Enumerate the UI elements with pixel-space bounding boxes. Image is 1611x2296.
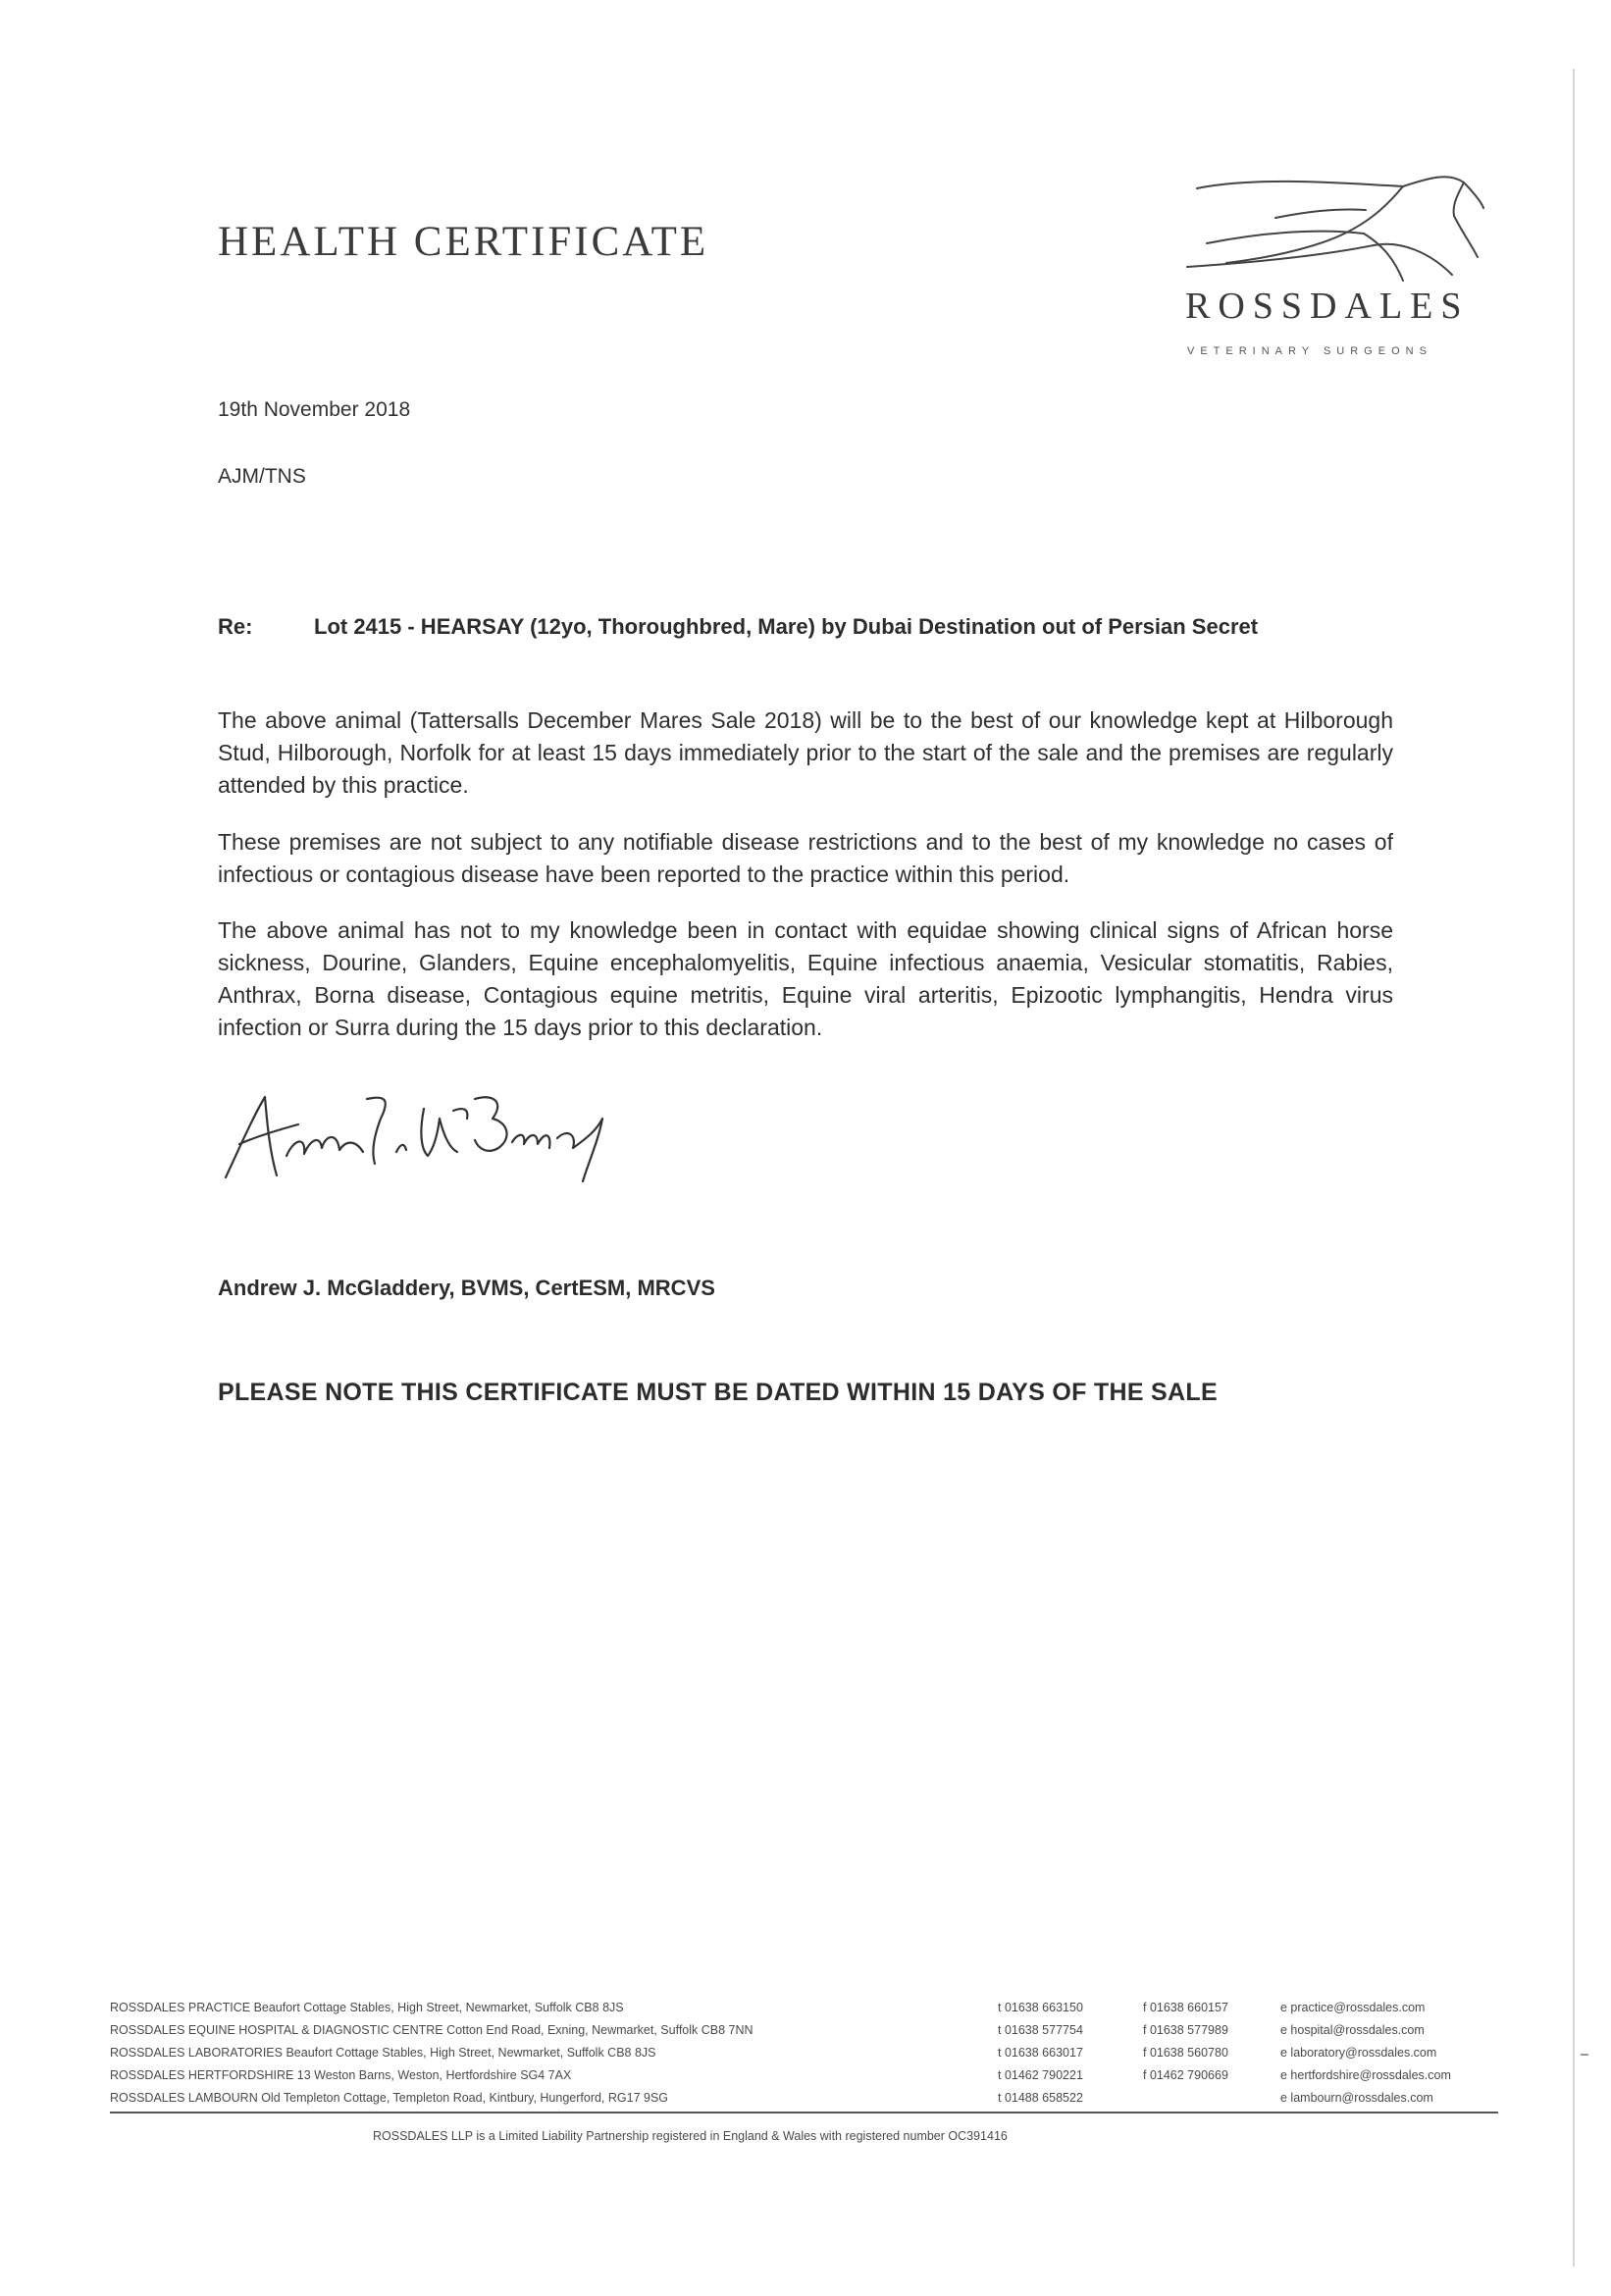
footer-telephone: t 01638 663017 [998, 2045, 1083, 2060]
footer-address: ROSSDALES LAMBOURN Old Templeton Cottage, Templeton Road, Kintbury, Hungerford, RG17 9SG [110, 2090, 669, 2105]
footer-contacts [110, 1996, 1498, 2109]
footer-address: ROSSDALES HERTFORDSHIRE 13 Weston Barns, Weston, Hertfordshire SG4 7AX [110, 2067, 572, 2082]
scan-mark [1581, 2054, 1588, 2056]
footer-fax: f 01638 577989 [1143, 2022, 1228, 2037]
footer-row [110, 2086, 1498, 2109]
horse-icon [1138, 147, 1491, 373]
handwritten-signature [218, 1079, 630, 1187]
footer-address: ROSSDALES PRACTICE Beaufort Cottage Stables, High Street, Newmarket, Suffolk CB8 8JS [110, 2000, 624, 2014]
footer-telephone: t 01638 577754 [998, 2022, 1083, 2037]
logo-wordmark: ROSSDALES [1185, 286, 1470, 327]
footer-row [110, 2041, 1498, 2063]
logo-tagline: VETERINARY SURGEONS [1187, 345, 1432, 357]
body-paragraph-3: The above animal has not to my knowledge been in contact with equidae showing clinical signs of African horse sickness, Dourine, Glanders, Equine encephalomyelitis, Equine infectious anaemia, Vesicular stomatitis, Rabies, Anthrax, Borna disease, Contagious equine metritis, Equine viral arteritis, Epizootic lymphangitis, Hendra virus infection or Surra during the 15 days prior to this declaration. [218, 917, 1393, 1040]
footer-fax: f 01462 790669 [1143, 2067, 1228, 2082]
footer-divider [110, 2112, 1498, 2113]
footer-legal-text: ROSSDALES LLP is a Limited Liability Partnership registered in England & Wales with registered number OC391416 [373, 2129, 1008, 2143]
document-reference: AJM/TNS [218, 465, 306, 488]
document-title: HEALTH CERTIFICATE [218, 219, 709, 265]
footer-fax: f 01638 560780 [1143, 2045, 1228, 2060]
footer-telephone: t 01638 663150 [998, 2000, 1083, 2014]
footer-email: e hospital@rossdales.com [1280, 2022, 1425, 2037]
footer-address: ROSSDALES EQUINE HOSPITAL & DIAGNOSTIC CENTRE Cotton End Road, Exning, Newmarket, Suffolk CB8 7NN [110, 2022, 754, 2037]
body-paragraph-1: The above animal (Tattersalls December Mares Sale 2018) will be to the best of our knowledge kept at Hilborough Stud, Hilborough, Norfolk for at least 15 days immediately prior to the start of the sale and the premises are regularly attended by this practice. [218, 707, 1393, 798]
footer-email: e hertfordshire@rossdales.com [1280, 2067, 1451, 2082]
footer-address: ROSSDALES LABORATORIES Beaufort Cottage Stables, High Street, Newmarket, Suffolk CB8 8JS [110, 2045, 656, 2060]
signatory-name: Andrew J. McGladdery, BVMS, CertESM, MRCVS [218, 1276, 715, 1300]
page-edge-shadow [1573, 69, 1575, 2267]
footer-row [110, 2063, 1498, 2086]
footer-email: e laboratory@rossdales.com [1280, 2045, 1437, 2060]
footer-telephone: t 01488 658522 [998, 2090, 1083, 2105]
dating-notice: PLEASE NOTE THIS CERTIFICATE MUST BE DATED WITHIN 15 DAYS OF THE SALE [218, 1379, 1218, 1406]
footer-row [110, 2018, 1498, 2041]
subject-text: Lot 2415 - HEARSAY (12yo, Thoroughbred, Mare) by Dubai Destination out of Persian Secret [314, 614, 1259, 639]
footer-row [110, 1996, 1498, 2018]
document-date: 19th November 2018 [218, 398, 411, 421]
subject-label: Re: [218, 614, 253, 639]
footer-fax: f 01638 660157 [1143, 2000, 1228, 2014]
subject-line [218, 614, 1395, 640]
footer-email: e lambourn@rossdales.com [1280, 2090, 1433, 2105]
footer-email: e practice@rossdales.com [1280, 2000, 1426, 2014]
body-paragraph-2: These premises are not subject to any notifiable disease restrictions and to the best of my knowledge no cases of infectious or contagious disease have been reported to the practice within this period. [218, 829, 1393, 887]
footer-telephone: t 01462 790221 [998, 2067, 1083, 2082]
